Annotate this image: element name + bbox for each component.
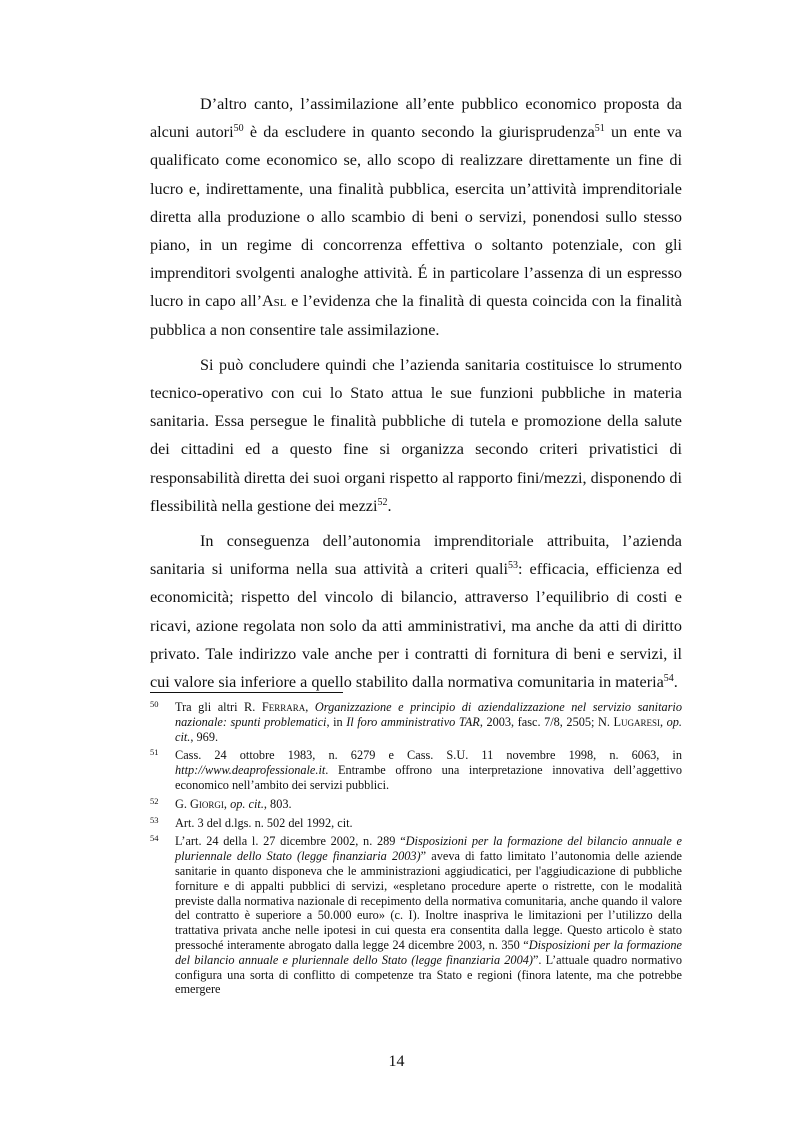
paragraph-text: è da escludere in quanto secondo la giurisprudenza (243, 123, 595, 142)
paragraph-text: e l’evidenza che la finalità di questa coincida con la finalità pubblica a non consentire tale assimilazione. (150, 292, 682, 339)
footnote-number: 54 (150, 833, 159, 844)
footnote-separator (150, 692, 343, 693)
footnote-text: ” aveva di fatto limitato l’autonomia delle aziende sanitarie in quanto disponeva che le amministrazioni aggiudicatici, per l'aggiudicazione di pubbliche forniture e di appalti pubblici di servizi, «espletano procedure aperte o ristrette, con le modalità previste dalla normativa nazionale di recepimento della normativa comunitaria, anche quando il valore del contratto è superiore a 50.000 euro» (c. I). Inoltre inaspriva le limitazioni per l’utilizzo della trattativa privata anche nelle ipotesi in cui questa era consentita dalla legge. Questo articolo è stato pressoché interamente abrogato dalla legge 24 dicembre 2003, n. 350 “ (175, 849, 682, 952)
op-cit: op. cit. (230, 796, 264, 811)
author-name: Lugaresi (613, 714, 660, 729)
paragraph-text: In conseguenza dell’autonomia imprenditoriale attribuita, l’azienda sanitaria si uniforma nella sua attività a criteri quali (150, 532, 682, 579)
footnote-ref-53[interactable]: 53 (507, 560, 518, 572)
footnote-text: Cass. 24 ottobre 1983, n. 6279 e Cass. S.U. 11 novembre 1998, n. 6063, in (175, 748, 682, 763)
paragraph-text: Si può concludere quindi che l’azienda sanitaria costituisce lo strumento tecnico-operativo con cui lo Stato attua le sue funzioni pubbliche in materia sanitaria. Essa persegue le finalità pubbliche di tutela e promozione della salute dei cittadini ed a questo fine si organizza secondo criteri privatistici di responsabilità diretta dei suoi organi rispetto al rapporto fini/mezzi, disponendo di flessibilità nella gestione dei mezzi (150, 355, 682, 515)
footnote-52 (150, 797, 682, 812)
journal-title: Il foro amministrativo TAR (346, 714, 480, 729)
page-number: 14 (388, 1053, 405, 1070)
footnote-53 (150, 816, 682, 831)
law-title: Disposizioni per la formazione del bilancio annuale e pluriennale dello Stato (legge finanziaria 2004) (175, 937, 682, 967)
paragraph-1 (150, 90, 682, 344)
footnote-text: , (223, 796, 231, 811)
footnotes (150, 700, 682, 1001)
author-name: Giorgi (190, 796, 224, 811)
footnote-50 (150, 700, 682, 744)
footnote-ref-54[interactable]: 54 (663, 673, 674, 685)
footnote-number: 51 (150, 747, 159, 758)
footnote-text: , (660, 714, 667, 729)
footnote-text: G. (175, 796, 191, 811)
footnote-text: Art. 3 del d.lgs. n. 502 del 1992, cit. (175, 815, 353, 830)
footnote-text: , 803. (263, 796, 292, 811)
law-title: Disposizioni per la formazione del bilancio annuale e pluriennale dello Stato (legge finanziaria 2003) (175, 834, 682, 864)
paragraph-text: un ente va qualificato come economico se, allo scopo di realizzare direttamente un fine di lucro e, indirettamente, una finalità pubblica, esercita un’attività imprenditoriale diretta alla produzione o allo scambio di beni o servizi, ponendosi sullo stesso piano, in un regime di concorrenza effettiva o soltanto potenziale, con gli imprenditori svolgenti analoghe attività. É in particolare l’assenza di un espresso lucro in capo all’ (150, 123, 682, 311)
paragraph-2 (150, 351, 682, 520)
footnote-text: ”. L’attuale quadro normativo configura una sorta di conflitto di competenze tra Stato e regioni (finora latente, ma che potrebbe emergere (175, 952, 682, 997)
footnote-ref-50[interactable]: 50 (233, 123, 244, 135)
footnote-text: , 2003, fasc. 7/8, 2505; N. (479, 714, 614, 729)
paragraph-text: . (387, 496, 392, 515)
footnote-number: 52 (150, 795, 159, 806)
footnote-number: 53 (150, 814, 159, 825)
footnote-text: , (305, 700, 315, 714)
footnote-number: 50 (150, 699, 159, 709)
author-name: Ferrara (261, 700, 306, 714)
footnote-ref-51[interactable]: 51 (594, 123, 605, 135)
paragraph-text: D’altro canto, l’assimilazione all’ente pubblico economico proposta da alcuni autori (150, 95, 682, 142)
footnote-51 (150, 748, 682, 792)
footnote-54 (150, 834, 682, 997)
footnote-text: , 969. (190, 729, 219, 744)
footnote-text: , in (326, 714, 347, 729)
footnote-text: L’art. 24 della l. 27 dicembre 2002, n. 289 “ (175, 834, 406, 849)
acronym-asl: Asl (261, 292, 287, 311)
work-title: Organizzazione e principio di aziendalizzazione nel servizio sanitario nazionale: spunti problematici (175, 700, 682, 729)
footnote-text: . Entrambe offrono una interpretazione innovativa dell’aggettivo economico nell’ambito dei servizi pubblici. (175, 763, 682, 792)
paragraph-3 (150, 527, 682, 696)
op-cit: op. cit. (175, 714, 682, 744)
paragraph-text: : efficacia, efficienza ed economicità; rispetto del vincolo di bilancio, attraverso l’equilibrio di costi e ricavi, azione regolata non solo da atti amministrativi, ma anche da atti di diritto privato. Tale indirizzo vale anche per i contratti di fornitura di beni e servizi, il cui valore sia inferiore a quello stabilito dalla normativa comunitaria in materia (150, 560, 682, 692)
web-link[interactable]: http://www.deaprofessionale.it (175, 763, 326, 778)
paragraph-text: . (673, 673, 678, 692)
footnote-text: Tra gli altri R. (175, 700, 262, 714)
footnote-ref-52[interactable]: 52 (377, 496, 388, 508)
main-text (150, 90, 682, 703)
